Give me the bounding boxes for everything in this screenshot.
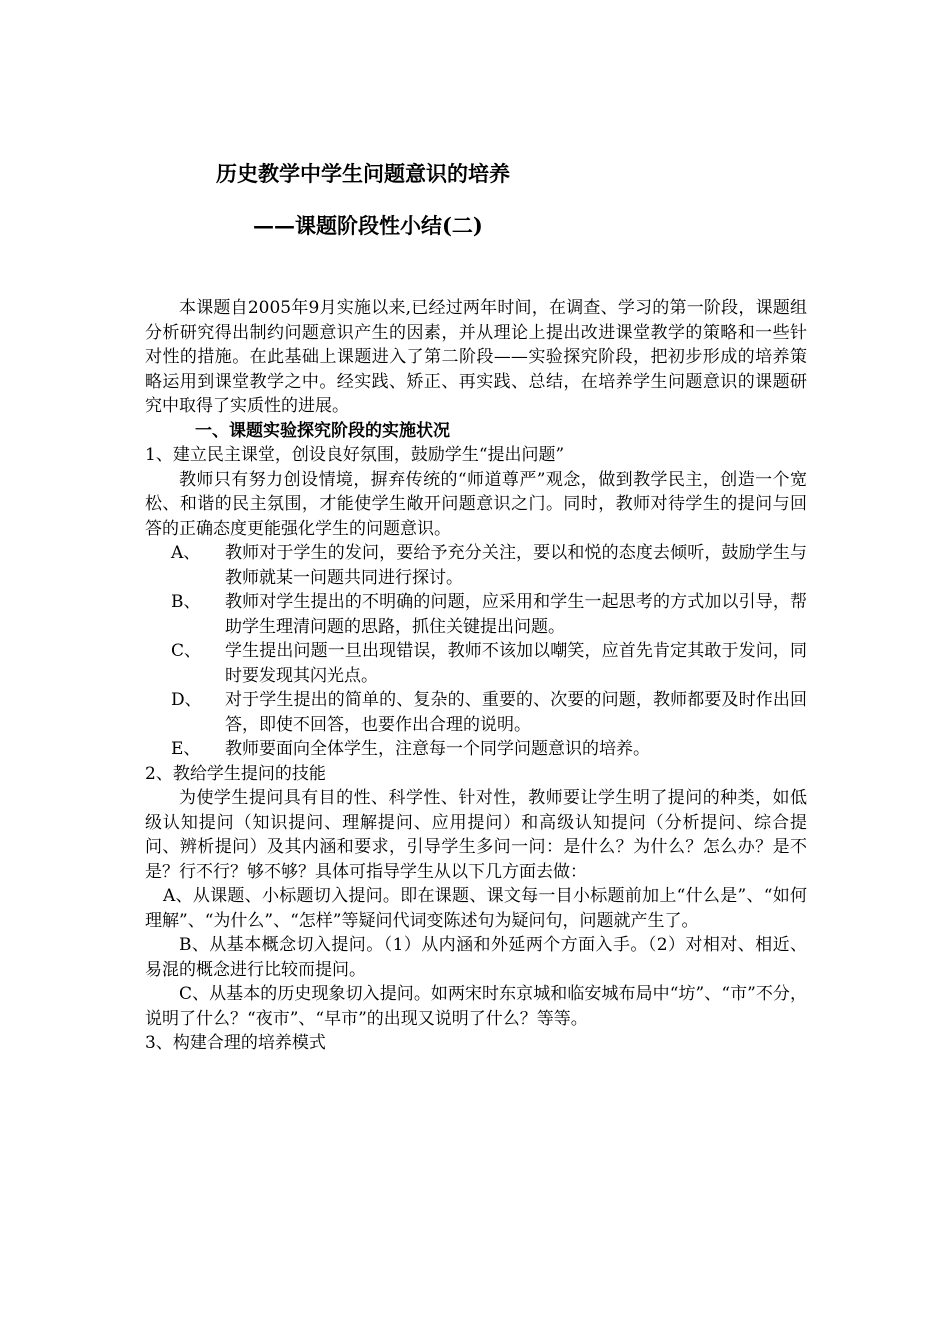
item-heading: 2、教给学生提问的技能 <box>145 763 326 784</box>
list-marker: B、 <box>171 592 201 612</box>
list-marker: E、 <box>171 739 201 759</box>
item-subpoint: B、从基本概念切入提问。（1）从内涵和外延两个方面入手。（2）对相对、相近、易混的概念进行比较而提问。 <box>145 935 807 980</box>
list-text: 学生提出问题一旦出现错误，教师不该加以嘲笑，应首先肯定其敢于发问，同时要发现其闪光点。 <box>225 641 807 686</box>
item-paragraph: 教师只有努力创设情境，摒弃传统的“师道尊严”观念，做到教学民主，创造一个宽松、和谐的民主氛围，才能使学生敞开问题意识之门。同时，教师对待学生的提问与回答的正确态度更能强化学生的问题意识。 <box>145 469 807 539</box>
list-item <box>145 541 807 590</box>
list-marker: A、 <box>171 543 201 563</box>
list-text: 教师对学生提出的不明确的问题，应采用和学生一起思考的方式加以引导，帮助学生理清问题的思路，抓住关键提出问题。 <box>225 592 807 637</box>
item-paragraph: 为使学生提问具有目的性、科学性、针对性，教师要让学生明了提问的种类，如低级认知提问（知识提问、理解提问、应用提问）和高级认知提问（分析提问、综合提问、辨析提问）及其内涵和要求，引导学生多问一问：是什么？为什么？怎么办？是不是？行不行？够不够？具体可指导学生从以下几方面去做： <box>145 788 807 882</box>
item-heading: 1、建立民主课堂，创设良好氛围，鼓励学生“提出问题” <box>145 445 565 465</box>
list-item <box>145 737 807 762</box>
list-marker: C、 <box>171 641 202 661</box>
list-item <box>145 590 807 639</box>
list-text: 对于学生提出的简单的、复杂的、重要的、次要的问题，教师都要及时作出回答，即使不回答，也要作出合理的说明。 <box>225 690 807 735</box>
list-item <box>145 639 807 688</box>
list-item <box>145 688 807 737</box>
item-heading: 3、构建合理的培养模式 <box>145 1033 326 1053</box>
list-text: 教师对于学生的发问，要给予充分关注，要以和悦的态度去倾听，鼓励学生与教师就某一问题共同进行探讨。 <box>225 543 807 588</box>
document-title: 历史教学中学生问题意识的培养 <box>216 161 510 186</box>
list-marker: D、 <box>171 690 202 710</box>
list-text: 教师要面向全体学生，注意每一个同学问题意识的培养。 <box>225 739 650 759</box>
document-subtitle: ——课题阶段性小结(二) <box>253 213 483 238</box>
document-body <box>145 296 807 1056</box>
item-subpoint: A、从课题、小标题切入提问。即在课题、课文每一目小标题前加上“什么是”、“如何理解”、“为什么”、“怎样”等疑问代词变陈述句为疑问句，问题就产生了。 <box>145 886 807 931</box>
section-heading: 一、课题实验探究阶段的实施状况 <box>195 420 450 441</box>
intro-paragraph: 本课题自2005年9月实施以来,已经过两年时间，在调查、学习的第一阶段，课题组分析研究得出制约问题意识产生的因素，并从理论上提出改进课堂教学的策略和一些针对性的措施。在此基础上课题进入了第二阶段——实验探究阶段，把初步形成的培养策略运用到课堂教学之中。经实践、矫正、再实践、总结，在培养学生问题意识的课题研究中取得了实质性的进展。 <box>145 298 807 416</box>
item-subpoint: C、从基本的历史现象切入提问。如两宋时东京城和临安城布局中“坊”、“市”不分，说明了什么？“夜市”、“早市”的出现又说明了什么？等等。 <box>145 984 807 1029</box>
